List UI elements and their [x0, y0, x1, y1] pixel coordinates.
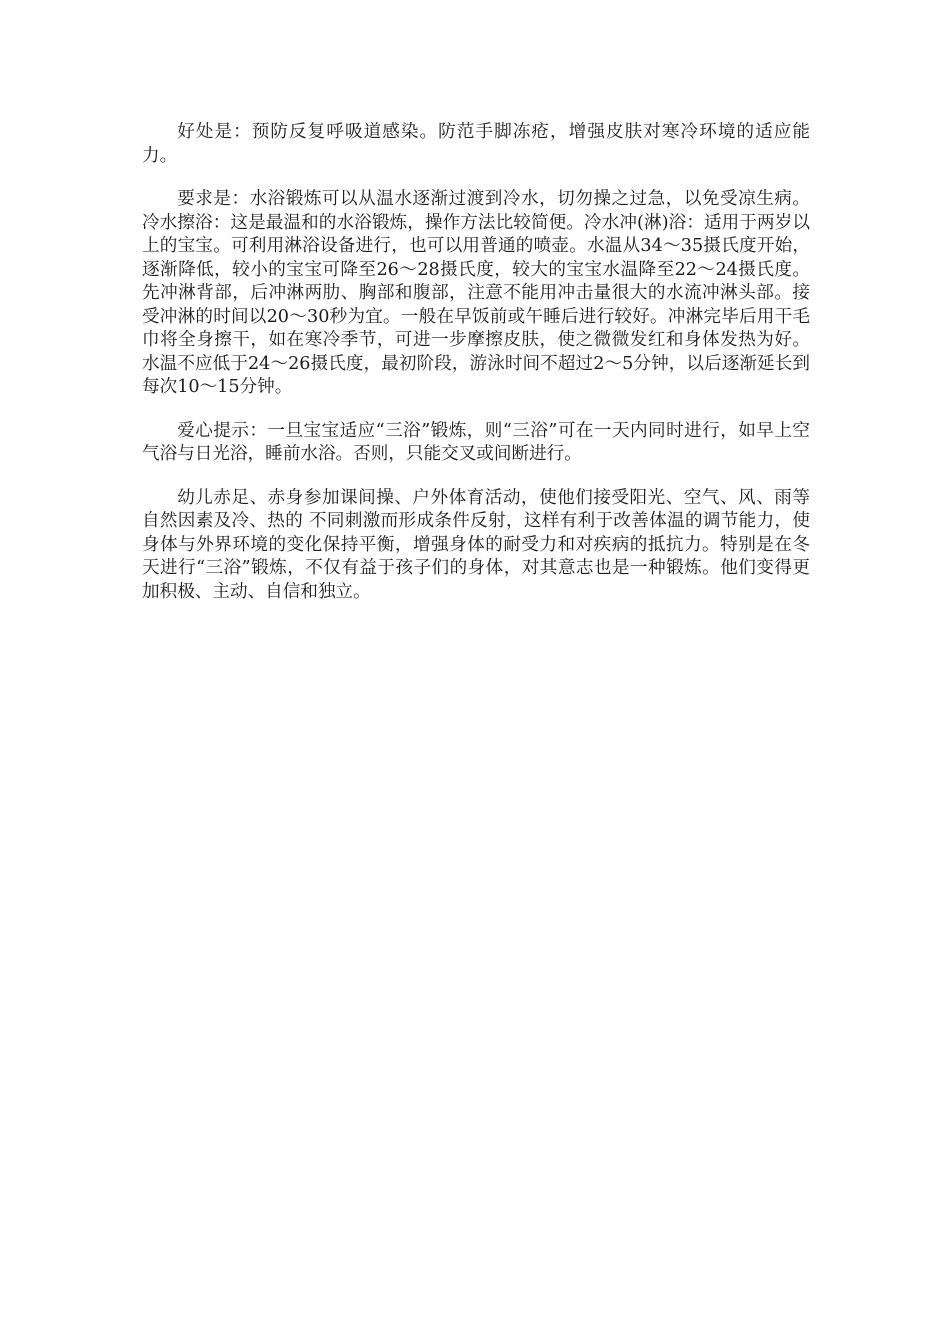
- paragraph-conclusion: 幼儿赤足、赤身参加课间操、户外体育活动，使他们接受阳光、空气、风、雨等自然因素及冷、热的 不同刺激而形成条件反射，这样有利于改善体温的调节能力，使身体与外界环境的变化保持平衡，增强身体的耐受力和对疾病的抵抗力。特别是在冬天进行“三浴”锻炼，不仅有益于孩子们的身体，对其意志也是一种锻炼。他们变得更加积极、主动、自信和独立。: [142, 487, 810, 602]
- paragraph-requirements: 要求是：水浴锻炼可以从温水逐渐过渡到冷水，切勿操之过急，以免受凉生病。冷水擦浴：这是最温和的水浴锻炼，操作方法比较简便。冷水冲(淋)浴：适用于两岁以上的宝宝。可利用淋浴设备进行，也可以用普通的喷壶。水温从34～35摄氏度开始，逐渐降低，较小的宝宝可降至26～28摄氏度，较大的宝宝水温降至22～24摄氏度。先冲淋背部，后冲淋两肋、胸部和腹部，注意不能用冲击量很大的水流冲淋头部。接受冲淋的时间以20～30秒为宜。一般在早饭前或午睡后进行较好。冲淋完毕后用干毛巾将全身擦干，如在寒冷季节，可进一步摩擦皮肤，使之微微发红和身体发热为好。水温不应低于24～26摄氏度，最初阶段，游泳时间不超过2～5分钟，以后逐渐延长到每次10～15分钟。: [142, 189, 810, 397]
- paragraph-benefits: 好处是：预防反复呼吸道感染。防范手脚冻疮，增强皮肤对寒冷环境的适应能力。: [142, 122, 810, 166]
- paragraph-tip: 爱心提示：一旦宝宝适应“三浴”锻炼，则“三浴”可在一天内同时进行，如早上空气浴与日光浴，睡前水浴。否则，只能交叉或间断进行。: [142, 420, 810, 464]
- document-body: [142, 121, 810, 624]
